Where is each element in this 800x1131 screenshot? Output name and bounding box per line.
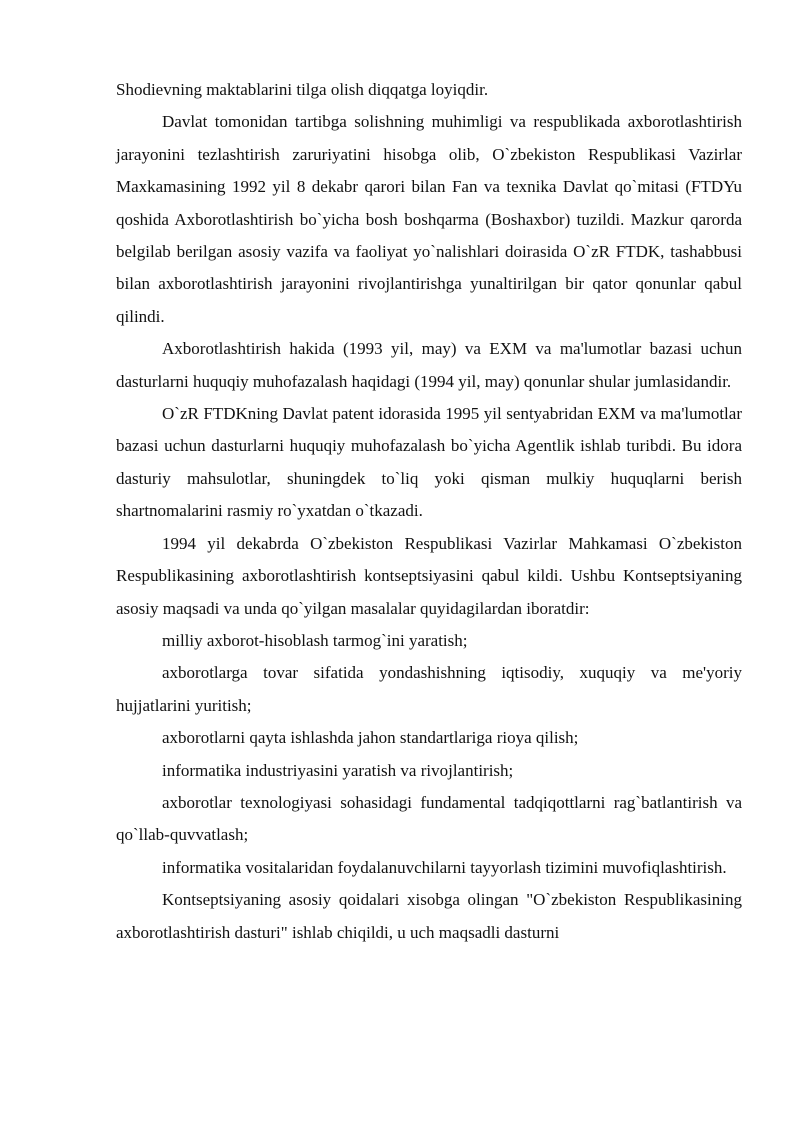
list-item: informatika industriyasini yaratish va rivojlantirish; [162, 760, 514, 780]
paragraph: 1994 yil dekabrda O`zbekiston Respublikasi Vazirlar Mahkamasi O`zbekiston Respublikasining axborotlashtirish kontseptsiyasini qabul kildi. Ushbu Kontseptsiyaning asosiy maqsadi va unda qo`yilgan masalalar quyidagilardan iboratdir: [116, 533, 742, 618]
document-page [116, 74, 742, 949]
paragraph: Davlat tomonidan tartibga solishning muhimligi va respublikada axborotlashtirish jarayonini tezlashtirish zaruriyatini hisobga olib, O`zbekiston Respublikasi Vazirlar Maxkamasining 1992 yil 8 dekabr qarori bilan Fan va texnika Davlat qo`mitasi (FTDYu qoshida Axborotlashtirish bo`yicha bosh boshqarma (Boshaxbor) tuzildi. Mazkur qarorda belgilab berilgan asosiy vazifa va faoliyat yo`nalishlari doirasida O`zR FTDK, tashabbusi bilan axborotlashtirish jarayonini rivojlantirishga yunaltirilgan bir qator qonunlar qabul qilindi. [116, 112, 742, 326]
list-item: milliy axborot-hisoblash tarmog`ini yaratish; [162, 630, 468, 650]
list-item: informatika vositalaridan foydalanuvchilarni tayyorlash tizimini muvofiqlashtirish. [162, 857, 727, 877]
paragraph: Shodievning maktablarini tilga olish diqqatga loyiqdir. [116, 80, 489, 99]
paragraph: O`zR FTDKning Davlat patent idorasida 1995 yil sentyabridan EXM va ma'lumotlar bazasi uchun dasturlarni huquqiy muhofazalash bo`yicha Agentlik ishlab turibdi. Bu idora dasturiy mahsulotlar, shuningdek to`liq yoki qisman mulkiy huquqlarni berish shartnomalarini rasmiy ro`yxatdan o`tkazadi. [116, 404, 742, 521]
list-item: axborotlarga tovar sifatida yondashishning iqtisodiy, xuquqiy va me'yoriy hujjatlarini yuritish; [116, 663, 742, 715]
paragraph: Kontseptsiyaning asosiy qoidalari xisobga olingan "O`zbekiston Respublikasining axborotlashtirish dasturi" ishlab chiqildi, u uch maqsadli dasturni [116, 890, 742, 942]
list-item: axborotlar texnologiyasi sohasidagi fundamental tadqiqottlarni rag`batlantirish va qo`llab-quvvatlash; [116, 792, 742, 845]
paragraph: Axborotlashtirish hakida (1993 yil, may) va EXM va ma'lumotlar bazasi uchun dasturlarni huquqiy muhofazalash haqidagi (1994 yil, may) qonunlar shular jumlasidandir. [116, 339, 742, 391]
list-item: axborotlarni qayta ishlashda jahon standartlariga rioya qilish; [162, 728, 579, 748]
